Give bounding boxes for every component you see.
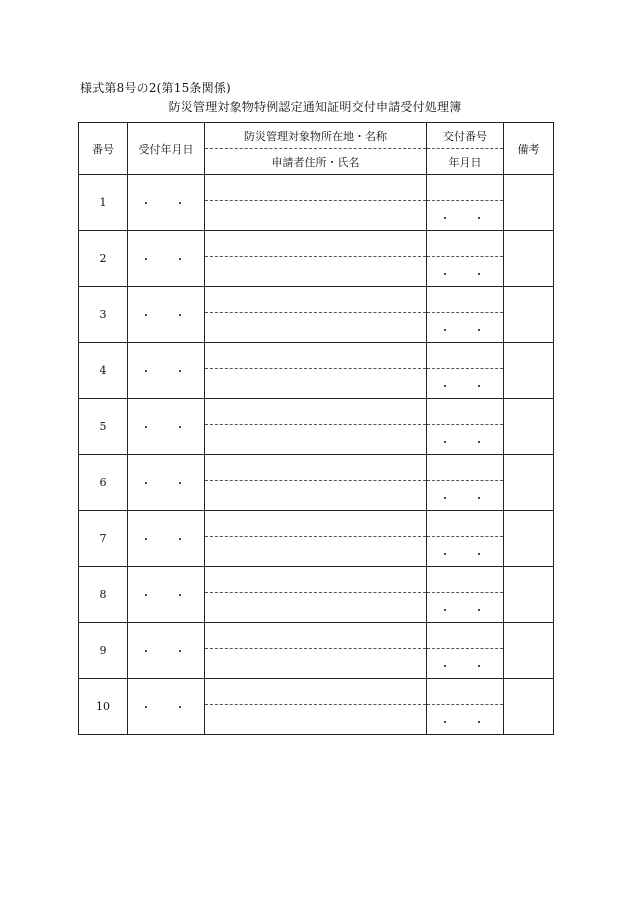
issue-number-cell[interactable]: [427, 399, 504, 425]
applicant-address-name-cell[interactable]: [205, 257, 427, 287]
issue-number-cell[interactable]: [427, 231, 504, 257]
issue-number-cell[interactable]: [427, 623, 504, 649]
received-date-cell[interactable]: ・ ・: [128, 399, 205, 455]
issue-date-cell[interactable]: ・ ・: [427, 537, 504, 567]
row-number: 6: [79, 455, 128, 511]
table-row: [79, 287, 554, 313]
issue-number-cell[interactable]: [427, 343, 504, 369]
row-number: 3: [79, 287, 128, 343]
header-remarks: 備考: [504, 123, 554, 175]
remarks-cell[interactable]: [504, 287, 554, 343]
received-date-cell[interactable]: ・ ・: [128, 455, 205, 511]
row-number: 7: [79, 511, 128, 567]
property-location-name-cell[interactable]: [205, 511, 427, 537]
issue-number-cell[interactable]: [427, 287, 504, 313]
remarks-cell[interactable]: [504, 175, 554, 231]
row-number: 4: [79, 343, 128, 399]
issue-date-cell[interactable]: ・ ・: [427, 649, 504, 679]
form-identifier: 様式第8号の2(第15条関係): [80, 81, 231, 95]
remarks-cell[interactable]: [504, 567, 554, 623]
row-number: 5: [79, 399, 128, 455]
applicant-address-name-cell[interactable]: [205, 201, 427, 231]
received-date-cell[interactable]: ・ ・: [128, 175, 205, 231]
issue-date-cell[interactable]: ・ ・: [427, 593, 504, 623]
header-issue-date: 年月日: [427, 149, 504, 175]
remarks-cell[interactable]: [504, 231, 554, 287]
row-number: 8: [79, 567, 128, 623]
table-row: [79, 175, 554, 201]
property-location-name-cell[interactable]: [205, 399, 427, 425]
register-table-wrapper: [78, 122, 554, 735]
issue-date-cell[interactable]: ・ ・: [427, 201, 504, 231]
remarks-cell[interactable]: [504, 511, 554, 567]
property-location-name-cell[interactable]: [205, 175, 427, 201]
issue-date-cell[interactable]: ・ ・: [427, 705, 504, 735]
register-body: [79, 175, 554, 735]
remarks-cell[interactable]: [504, 623, 554, 679]
received-date-cell[interactable]: ・ ・: [128, 343, 205, 399]
issue-number-cell[interactable]: [427, 455, 504, 481]
header-received-date: 受付年月日: [128, 123, 205, 175]
property-location-name-cell[interactable]: [205, 287, 427, 313]
table-row: [79, 231, 554, 257]
property-location-name-cell[interactable]: [205, 679, 427, 705]
issue-date-cell[interactable]: ・ ・: [427, 369, 504, 399]
received-date-cell[interactable]: ・ ・: [128, 287, 205, 343]
table-row: [79, 623, 554, 649]
applicant-address-name-cell[interactable]: [205, 369, 427, 399]
applicant-address-name-cell[interactable]: [205, 649, 427, 679]
remarks-cell[interactable]: [504, 679, 554, 735]
applicant-address-name-cell[interactable]: [205, 537, 427, 567]
received-date-cell[interactable]: ・ ・: [128, 623, 205, 679]
issue-number-cell[interactable]: [427, 567, 504, 593]
remarks-cell[interactable]: [504, 343, 554, 399]
applicant-address-name-cell[interactable]: [205, 593, 427, 623]
row-number: 10: [79, 679, 128, 735]
remarks-cell[interactable]: [504, 399, 554, 455]
header-issue-number: 交付番号: [427, 123, 504, 149]
register-header: [79, 123, 554, 175]
document-title: 防災管理対象物特例認定通知証明交付申請受付処理簿: [168, 100, 462, 114]
header-property-location-name: 防災管理対象物所在地・名称: [205, 123, 427, 149]
applicant-address-name-cell[interactable]: [205, 705, 427, 735]
issue-number-cell[interactable]: [427, 175, 504, 201]
table-row: [79, 455, 554, 481]
property-location-name-cell[interactable]: [205, 343, 427, 369]
table-row: [79, 567, 554, 593]
table-row: [79, 511, 554, 537]
remarks-cell[interactable]: [504, 455, 554, 511]
received-date-cell[interactable]: ・ ・: [128, 679, 205, 735]
issue-date-cell[interactable]: ・ ・: [427, 481, 504, 511]
issue-number-cell[interactable]: [427, 679, 504, 705]
register-table: [78, 122, 554, 735]
table-row: [79, 343, 554, 369]
received-date-cell[interactable]: ・ ・: [128, 511, 205, 567]
applicant-address-name-cell[interactable]: [205, 481, 427, 511]
header-applicant-address-name: 申請者住所・氏名: [205, 149, 427, 175]
received-date-cell[interactable]: ・ ・: [128, 567, 205, 623]
table-row: [79, 399, 554, 425]
property-location-name-cell[interactable]: [205, 231, 427, 257]
table-row: [79, 679, 554, 705]
received-date-cell[interactable]: ・ ・: [128, 231, 205, 287]
property-location-name-cell[interactable]: [205, 567, 427, 593]
issue-date-cell[interactable]: ・ ・: [427, 425, 504, 455]
issue-number-cell[interactable]: [427, 511, 504, 537]
row-number: 1: [79, 175, 128, 231]
row-number: 9: [79, 623, 128, 679]
property-location-name-cell[interactable]: [205, 455, 427, 481]
issue-date-cell[interactable]: ・ ・: [427, 313, 504, 343]
property-location-name-cell[interactable]: [205, 623, 427, 649]
header-number: 番号: [79, 123, 128, 175]
issue-date-cell[interactable]: ・ ・: [427, 257, 504, 287]
row-number: 2: [79, 231, 128, 287]
applicant-address-name-cell[interactable]: [205, 425, 427, 455]
applicant-address-name-cell[interactable]: [205, 313, 427, 343]
